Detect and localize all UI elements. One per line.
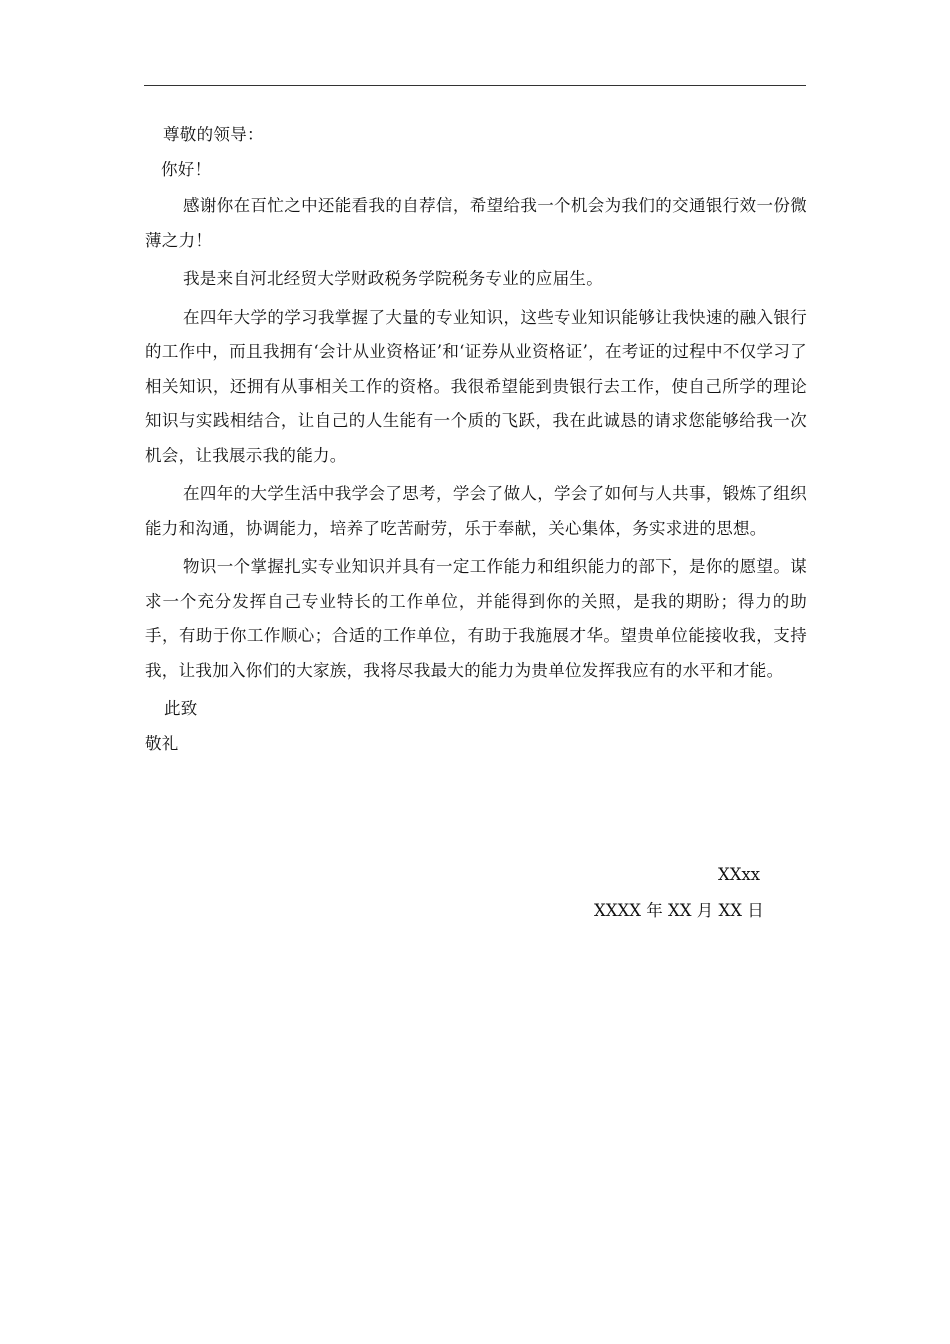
paragraph-introduction: 我是来自河北经贸大学财政税务学院税务专业的应届生。 (183, 269, 603, 288)
paragraph-expectation: 物识一个掌握扎实专业知识并具有一定工作能力和组织能力的部下，是你的愿望。谋求一个充分发挥自己专业特长的工作单位，并能得到你的关照，是我的期盼；得力的助手，有助于你工作顺心；合适的工作单位，有助于我施展才华。望贵单位能接收我，支持我，让我加入你们的大家族，我将尽我最大的能力为贵单位发挥我应有的水平和才能。 (145, 557, 807, 680)
paragraph-thanks: 感谢你在百忙之中还能看我的自荐信，希望给我一个机会为我们的交通银行效一份微薄之力！ (145, 196, 807, 250)
header-rule (144, 85, 806, 86)
signature-name: XXxx (718, 865, 761, 884)
greeting: 你好！ (161, 159, 212, 179)
salutation: 尊敬的领导： (163, 125, 264, 144)
letter-body (145, 118, 807, 761)
paragraph-qualifications: 在四年大学的学习我掌握了大量的专业知识，这些专业知识能够让我快速的融入银行的工作中，而且我拥有‘会计从业资格证’和‘证券从业资格证’，在考证的过程中不仅学习了相关知识，还拥有从事相关工作的资格。我很希望能到贵银行去工作，使自己所学的理论知识与实践相结合，让自己的人生能有一个质的飞跃，我在此诚恳的请求您能够给我一次机会，让我展示我的能力。 (145, 307, 807, 465)
paragraph-skills: 在四年的大学生活中我学会了思考，学会了做人，学会了如何与人共事，锻炼了组织能力和沟通，协调能力，培养了吃苦耐劳，乐于奉献，关心集体，务实求进的思想。 (145, 484, 807, 538)
signature-date: XXXX 年 XX 月 XX 日 (594, 901, 764, 920)
closing-line-2: 敬礼 (145, 733, 179, 753)
closing-line-1: 此致 (164, 699, 198, 718)
